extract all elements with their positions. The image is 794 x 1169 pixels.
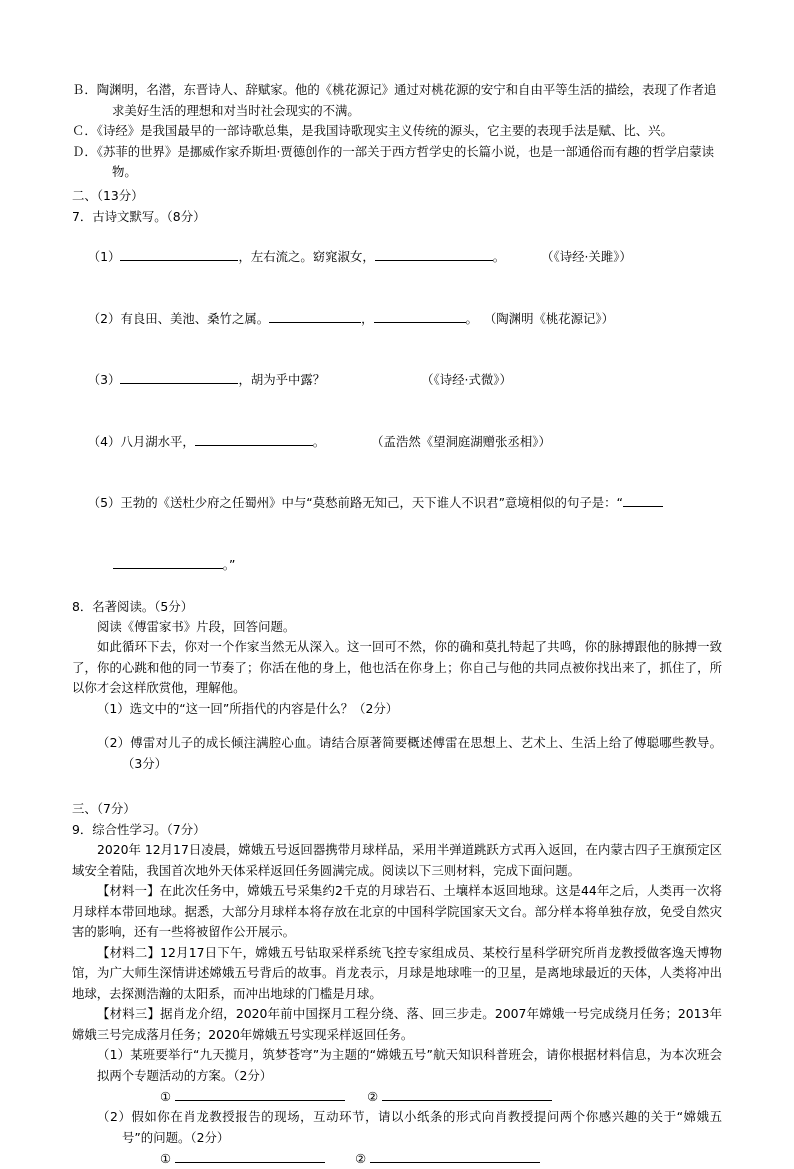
q7-item-2-after: 。 <box>465 310 478 326</box>
q7-item-1-blank-1[interactable] <box>120 248 238 261</box>
q7-item-1-mid: ，左右流之。窈窕淑女， <box>238 249 375 264</box>
question-8-title: 8．名著阅读。（5分） <box>72 598 194 614</box>
q7-item-5-suffix: 。” <box>222 556 236 572</box>
q7-item-1-source: （《诗经·关雎》） <box>541 249 632 264</box>
q9-sub-2-blank-2[interactable] <box>370 1149 540 1163</box>
q7-item-2-before: 有良田、美池、桑竹之属。 <box>120 310 270 326</box>
q8-intro: 阅读《傅雷家书》片段，回答问题。 <box>97 618 296 634</box>
q9-sub-2: （2）假如你在肖龙教授报告的现场，互动环节，请以小纸条的形式向肖教授提问两个你感兴趣的关于“嫦娥五号”的问题。（2分） <box>97 1109 722 1145</box>
q7-item-3 <box>72 350 722 412</box>
q7-item-3-mid: ，胡为乎中露？ <box>238 372 326 387</box>
q7-item-1-num: （1） <box>87 249 121 264</box>
q9-intro: 2020年 12月17日凌晨，嫦娥五号返回器携带月球样品，采用半弹道跳跃方式再入返回，在内蒙古四子王旗预定区域安全着陆，我国首次地外天体采样返回任务圆满完成。阅读以下三则材料，完成下面问题。 <box>72 842 722 878</box>
choice-b: Ｂ．陶渊明，名潜，东晋诗人、辞赋家。他的《桃花源记》通过对桃花源的安宁和自由平等生活的描绘，表现了作者追求美好生活的理想和对当时社会现实的不满。 <box>72 82 717 118</box>
q8-passage: 如此循环下去，你对一个作家当然无从深入。这一回可不然，你的确和莫扎特起了共鸣，你的脉搏跟他的脉搏一致了，你的心跳和他的同一节奏了；你活在他的身上，他也活在你身上；你自己与他的共同点被你找出来了，抓住了，所以你才会这样欣赏他，理解他。 <box>72 639 722 695</box>
q7-item-2-source: （陶渊明《桃花源记》） <box>483 310 615 326</box>
q7-item-2-num: （2） <box>87 310 121 326</box>
q9-sub-1-answer-row <box>72 1086 722 1107</box>
section-three-heading: 三、（7分） <box>72 801 136 816</box>
q9-material-2: 【材料二】12月17日下午，嫦娥五号钻取采样系统飞控专家组成员、某校行星科学研究所肖龙教授做客逸天博物馆，为广大师生深情讲述嫦娥五号背后的故事。肖龙表示，月球是地球唯一的卫星，是离地球最近的天体，人类将冲出地球，去探测浩瀚的太阳系，而冲出地球的门槛是月球。 <box>72 944 722 1001</box>
q7-item-2 <box>72 288 722 350</box>
q9-sub-1: （1）某班要举行“九天揽月，筑梦苍穹”为主题的“嫦娥五号”航天知识科普班会，请你根据材料信息，为本次班会拟两个专题活动的方案。（2分） <box>97 1047 722 1083</box>
q7-item-2-mid: ， <box>361 310 374 326</box>
q7-item-3-source: （《诗经·式微》） <box>421 372 512 387</box>
q9-sub-1-blank-1[interactable] <box>175 1087 345 1101</box>
q7-item-4-mid: 。 <box>312 433 326 449</box>
q9-sub-2-answer-row <box>72 1148 722 1169</box>
q9-sub-2-blank-2-label: ② <box>355 1151 367 1166</box>
q7-item-5-blank-2[interactable] <box>113 556 223 569</box>
q7-item-3-num: （3） <box>87 372 121 387</box>
q7-item-4-source: （孟浩然《望洞庭湖赠张丞相》） <box>371 433 551 449</box>
q7-item-1-blank-2[interactable] <box>375 248 493 261</box>
choice-d: Ｄ．《苏菲的世界》是挪威作家乔斯坦·贾德创作的一部关于西方哲学史的长篇小说，也是一部通俗而有趣的哲学启蒙读物。 <box>72 143 715 179</box>
q8-sub-2: （2）傅雷对儿子的成长倾注满腔心血。请结合原著简要概述傅雷在思想上、艺术上、生活上给了傅聪哪些教导。（3分） <box>97 735 722 771</box>
q7-item-5-blank-1[interactable] <box>623 494 663 507</box>
q9-sub-2-blank-1[interactable] <box>175 1149 325 1163</box>
q7-item-2-blank-1[interactable] <box>269 310 361 323</box>
q9-material-1: 【材料一】在此次任务中，嫦娥五号采集约2千克的月球岩石、土壤样本返回地球。这是44年之后，人类再一次将月球样本带回地球。据悉，大部分月球样本将存放在北京的中国科学院国家天文台。部分样本将单独存放，免受自然灾害的影响，还有一些将被留作公开展示。 <box>72 883 722 939</box>
q7-item-3-blank-1[interactable] <box>120 371 238 384</box>
q7-item-4-num: （4） <box>87 433 121 449</box>
q7-item-5-line-2 <box>72 534 722 596</box>
q7-item-4 <box>72 411 722 473</box>
question-9-title: 9．综合性学习。（7分） <box>72 822 206 837</box>
q7-item-2-blank-2[interactable] <box>374 310 466 323</box>
q7-item-1 <box>72 227 722 289</box>
section-two-heading: 二、（13分） <box>72 187 144 203</box>
choice-c: Ｃ．《诗经》是我国最早的一部诗歌总集，是我国诗歌现实主义传统的源头，它主要的表现手法是赋、比、兴。 <box>72 123 673 138</box>
q9-sub-1-blank-2[interactable] <box>382 1087 552 1101</box>
q7-item-4-blank-1[interactable] <box>195 433 313 446</box>
q7-item-4-before: 八月湖水平， <box>120 433 195 449</box>
q9-material-3: 【材料三】据肖龙介绍，2020年前中国探月工程分绕、落、回三步走。2007年嫦娥一号完成绕月任务；2013年嫦娥三号完成落月任务；2020年嫦娥五号实现采样返回任务。 <box>72 1006 722 1042</box>
q9-sub-1-blank-1-label: ① <box>160 1089 172 1104</box>
question-7-title: 7．古诗文默写。（8分） <box>72 208 206 224</box>
q7-item-5-text: （5）王勃的《送杜少府之任蜀州》中与“莫愁前路无知己，天下谁人不识君”意境相似的句子是：“ <box>87 495 623 510</box>
q9-sub-1-blank-2-label: ② <box>367 1089 379 1104</box>
q7-item-1-after: 。 <box>492 249 506 264</box>
q8-sub-1: （1）选文中的“这一回”所指代的内容是什么？（2分） <box>97 700 399 716</box>
q7-item-5-line-1 <box>72 473 722 535</box>
q9-sub-2-blank-1-label: ① <box>160 1151 172 1166</box>
